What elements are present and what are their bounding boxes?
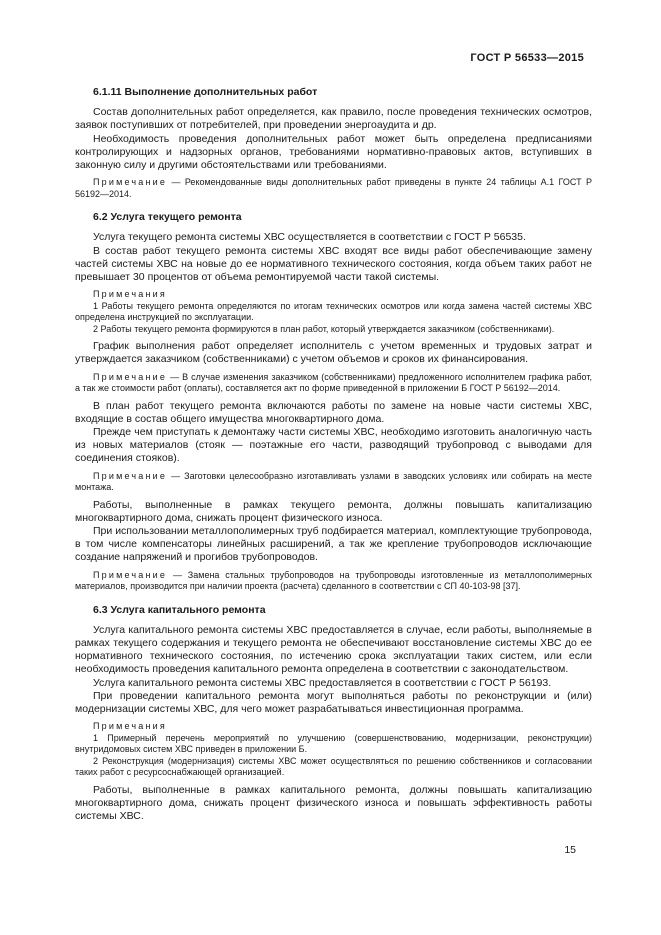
paragraph: При проведении капитального ремонта могут выполняться работы по реконструкции и (или) модернизации системы ХВС, для чего может разрабатываться инвестиционная программа. — [75, 689, 592, 716]
note: Примечание — Заготовки целесообразно изготавливать узлами в заводских условиях или собирать на месте монтажа. — [75, 470, 592, 493]
note: Примечание — В случае изменения заказчиком (собственниками) предложенного исполнителем графика работ, а так же стоимости работ (оплаты), составляется акт по форме приведенной в приложении Б ГОСТ Р 56192—2014. — [75, 371, 592, 394]
paragraph: Услуга капитального ремонта системы ХВС предоставляется в соответствии с ГОСТ Р 56193. — [93, 676, 552, 689]
page-number: 15 — [564, 844, 576, 856]
note-item: 2 Реконструкция (модернизация) системы ХВС может осуществляться по решению собственников и согласовании таких работ с ресурсоснабжающей организацией. — [75, 755, 592, 778]
paragraph: Необходимость проведения дополнительных работ может быть определена предписаниями контролирующих и надзорных органов, требованиями нормативно-правовых актов, вступивших в законную силу и другими обстоятельствами или требованиями. — [75, 132, 592, 172]
note: Примечание — Замена стальных трубопроводов на трубопроводы изготовленные из металлополимерных материалов, производится при наличии проекта (расчета) сделанного в соответствии с СП 40-103-98 [37]. — [75, 569, 592, 592]
section-heading: 6.3 Услуга капитального ремонта — [93, 603, 266, 616]
doc-code-header: ГОСТ Р 56533—2015 — [470, 52, 584, 64]
document-body — [75, 86, 592, 823]
paragraph: В план работ текущего ремонта включаются работы по замене на новые части системы ХВС, входящие в состав общего имущества многоквартирного дома. — [75, 399, 592, 425]
paragraph: Работы, выполненные в рамках текущего ремонта, должны повышать капитализацию многоквартирного дома, снижать процент физического износа. — [75, 498, 592, 524]
notes-block — [75, 289, 592, 335]
note: Примечание — Рекомендованные виды дополнительных работ приведены в пункте 24 таблицы А.1 ГОСТ Р 56192—2014. — [75, 177, 592, 199]
section-heading: 6.1.11 Выполнение дополнительных работ — [93, 86, 318, 98]
notes-title: Примечания — [93, 721, 167, 732]
notes-title: Примечания — [93, 289, 167, 300]
paragraph: Состав дополнительных работ определяется, как правило, после проведения технических осмотров, заявок поступивших от потребителей, при проведении энергоаудита и др. — [75, 106, 592, 132]
note-label: Примечание — [93, 470, 168, 481]
note-label: Примечание — [93, 177, 168, 188]
paragraph: График выполнения работ определяет исполнитель с учетом временных и трудовых затрат и утверждается заказчиком (собственниками) с учетом объемов и сроков их финансирования. — [75, 340, 592, 366]
paragraph: В состав работ текущего ремонта системы ХВС входят все виды работ обеспечивающие замену частей системы ХВС на новые до ее нормативного технического состояния, когда объем таких работ не превышает 30 процентов от объема ремонтируемой части такой системы. — [75, 244, 592, 284]
note-item: 1 Примерный перечень мероприятий по улучшению (совершенствованию, модернизации, реконструкции) внутридомовых систем ХВС приведен в приложении Б. — [75, 732, 592, 755]
notes-block — [75, 721, 592, 779]
note-label: Примечание — [93, 371, 168, 382]
paragraph: Прежде чем приступать к демонтажу части системы ХВС, необходимо изготовить аналогичную часть из новых материалов (стояк — поэтажные его части, разводящий трубопровод с выводами для соединения стояков). — [75, 426, 592, 465]
note-label: Примечание — [93, 569, 168, 580]
note-item: 1 Работы текущего ремонта определяются по итогам технических осмотров или когда замена частей системы ХВС определена инструкцией по эксплуатации. — [75, 300, 592, 323]
paragraph: При использовании металлополимерных труб подбирается материал, комплектующие трубопровода, в том числе компенсаторы линейных расширений, а так же крепление трубопроводов исключающие создание напряжений и прогибов трубопроводов. — [75, 525, 592, 564]
note-item: 2 Работы текущего ремонта формируются в план работ, который утверждается заказчиком (собственниками). — [93, 323, 555, 334]
paragraph: Услуга текущего ремонта системы ХВС осуществляется в соответствии с ГОСТ Р 56535. — [93, 231, 526, 244]
paragraph: Работы, выполненные в рамках капитального ремонта, должны повышать капитализацию многоквартирного дома, снижать процент физического износа и повышать эффективность работы системы ХВС. — [75, 783, 592, 823]
paragraph: Услуга капитального ремонта системы ХВС предоставляется в случае, если работы, выполняемые в рамках текущего содержания и текущего ремонта не обеспечивают восстановление системы ХВС до ее нормативного технического состояния, по истечению срока эксплуатации таких систем, или если необходимость проведения капитального ремонта определена в соответствии с законодательством. — [75, 623, 592, 676]
section-heading: 6.2 Услуга текущего ремонта — [93, 211, 242, 224]
